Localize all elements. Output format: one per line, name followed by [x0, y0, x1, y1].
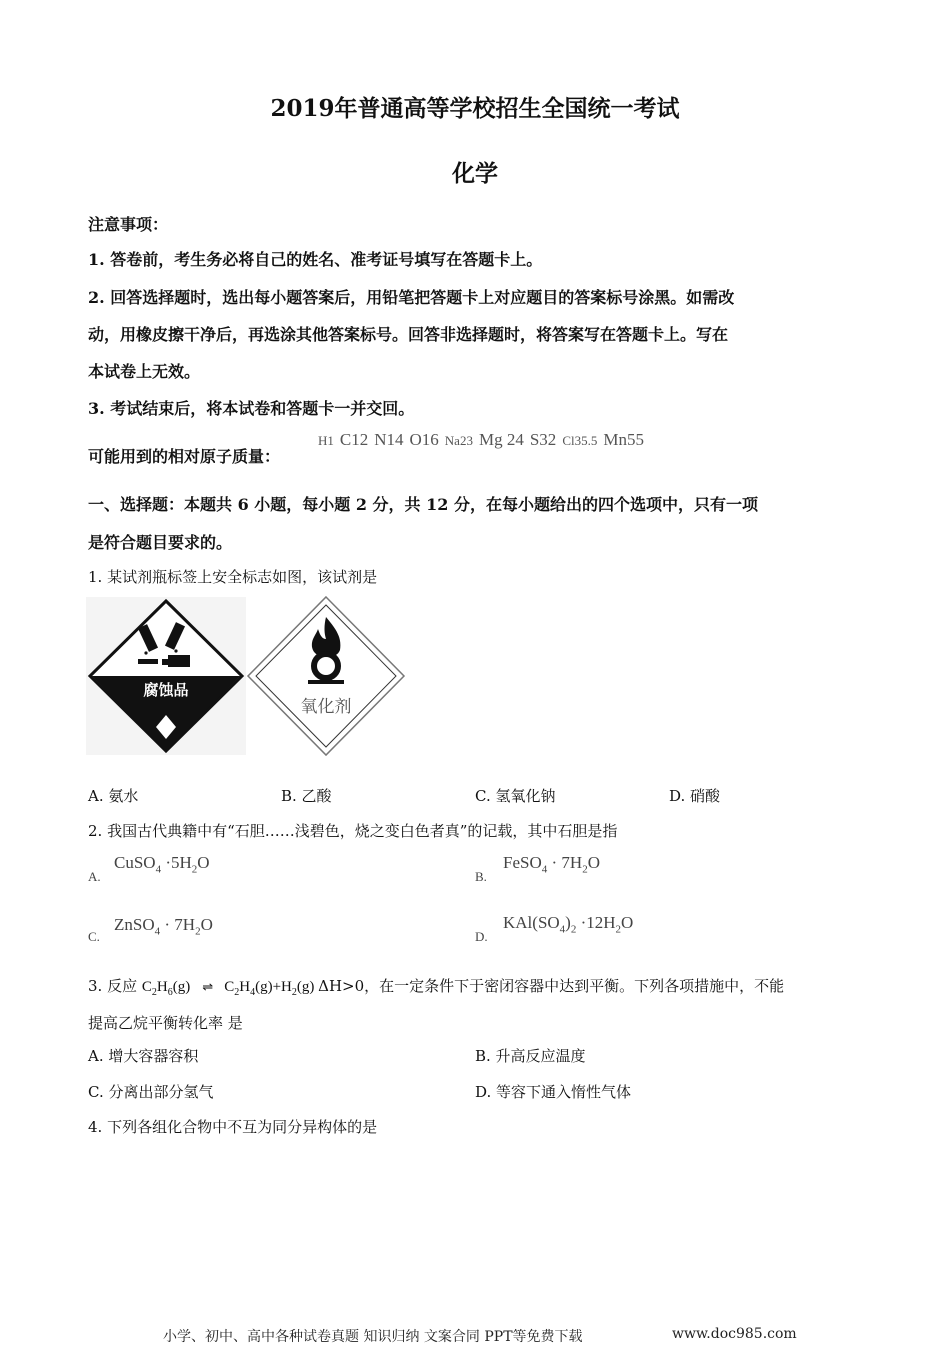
q2-option-b-formula: FeSO$_4$ · $7H_2O$ — [503, 853, 600, 876]
atomic-mass-item: N14 — [374, 430, 404, 449]
q3-option-a: A. 增大容器容积 — [88, 1047, 199, 1065]
q1-option-d: D. 硝酸 — [669, 787, 721, 805]
corrosive-sign — [86, 597, 246, 755]
q3-stem-suffix: ΔH>0，在一定条件下于密闭容器中达到平衡。下列各项措施中，不能 — [318, 977, 785, 995]
atomic-mass-item: C12 — [339, 430, 369, 449]
q2-option-d-label: D. — [475, 929, 488, 944]
oxidizer-label: 氧化剂 — [300, 697, 352, 717]
section-1-line-2: 是符合题目要求的。 — [88, 533, 233, 552]
q3-option-d: D. 等容下通入惰性气体 — [475, 1083, 632, 1101]
exam-title: 2019年普通高等学校招生全国统一考试 — [270, 95, 680, 122]
q3-stem-line-2: 提高乙烷平衡转化率 是 — [88, 1014, 243, 1032]
q3-option-c: C. 分离出部分氢气 — [88, 1083, 214, 1101]
atomic-mass-item: O16 — [409, 430, 439, 449]
corrosive-label: 腐蚀品 — [143, 681, 189, 699]
notice-item-2-line-1: 2. 回答选择题时，选出每小题答案后，用铅笔把答题卡上对应题目的答案标号涂黑。如需改 — [88, 288, 735, 307]
q3-equation: $C_2H_6(g)$ ⇌ $C_2H_4(g)+H_2(g)$ — [141, 979, 319, 998]
q1-option-c: C. 氢氧化钠 — [475, 787, 556, 805]
atomic-mass-item: Mg 24 — [478, 430, 524, 449]
notice-item-2-line-2: 动，用橡皮擦干净后，再选涂其他答案标号。回答非选择题时，将答案写在答题卡上。写在 — [88, 325, 729, 344]
footer-url[interactable]: www.doc985.com — [672, 1326, 797, 1342]
drop-icon — [174, 649, 177, 652]
q2-option-a-label: A. — [88, 869, 101, 884]
surface-icon — [138, 659, 158, 664]
atomic-mass-item: Cl35.5 — [562, 433, 598, 448]
q1-option-a: A. 氨水 — [88, 787, 139, 805]
notice-item-2-line-3: 本试卷上无效。 — [88, 362, 201, 381]
q2-option-c-label: C. — [88, 929, 100, 944]
base-line-icon — [308, 680, 344, 684]
q2-stem: 2. 我国古代典籍中有“石胆……浅碧色，烧之变白色者真”的记载，其中石胆是指 — [88, 822, 618, 840]
subject-title: 化学 — [452, 160, 498, 187]
footer-text: 小学、初中、高中各种试卷真题 知识归纳 文案合同 PPT等免费下载 — [163, 1329, 583, 1345]
q3-stem-prefix: 3. 反应 — [88, 977, 142, 995]
atomic-mass-item: S32 — [529, 430, 557, 449]
q3-stem-line-1 — [88, 975, 784, 998]
drop-icon — [144, 651, 147, 654]
section-1-line-1: 一、选择题：本题共 6 小题，每小题 2 分，共 12 分，在每小题给出的四个选项中，只有一项 — [88, 495, 758, 514]
notice-item-1: 1. 答卷前，考生务必将自己的姓名、准考证号填写在答题卡上。 — [88, 250, 543, 269]
q2-option-c-formula: ZnSO$_4$ · $7H_2O$ — [114, 915, 213, 938]
q1-stem: 1. 某试剂瓶标签上安全标志如图，该试剂是 — [88, 568, 378, 586]
atomic-mass-item: Mn55 — [603, 430, 644, 449]
q4-stem: 4. 下列各组化合物中不互为同分异构体的是 — [88, 1118, 378, 1136]
notice-heading: 注意事项： — [88, 215, 169, 234]
oxidizer-sign — [246, 595, 406, 757]
atomic-mass-item: H1 — [318, 433, 334, 448]
q1-option-b: B. 乙酸 — [281, 787, 332, 805]
q3-option-b: B. 升高反应温度 — [475, 1047, 586, 1065]
q2-option-b-label: B. — [475, 869, 487, 884]
atomic-mass-list — [318, 430, 650, 450]
notice-item-3: 3. 考试结束后，将本试卷和答题卡一并交回。 — [88, 399, 415, 418]
atomic-mass-item: Na23 — [444, 433, 473, 448]
atomic-mass-label: 可能用到的相对原子质量： — [88, 447, 281, 466]
q2-option-a-formula: CuSO$_4$ $\cdot 5H_2O$ — [114, 853, 210, 876]
q2-option-d-formula: $KAl(SO_4)_2 \cdot 12H_2O$ — [503, 913, 634, 936]
